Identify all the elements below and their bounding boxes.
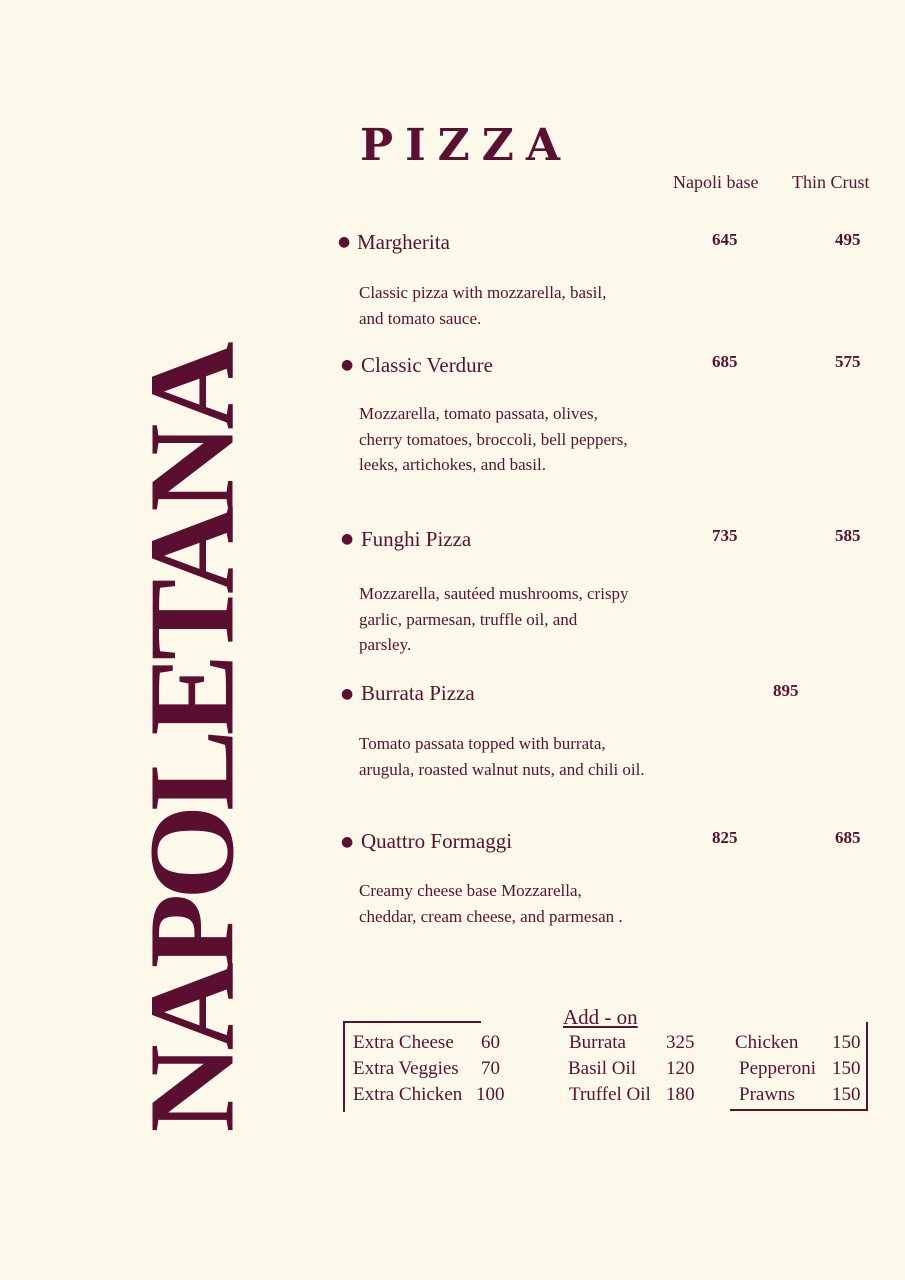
addon-name: Extra Veggies	[353, 1058, 459, 1079]
desc-line: and tomato sauce.	[359, 308, 482, 328]
addon-name: Pepperoni	[739, 1058, 817, 1079]
item-description	[359, 401, 719, 478]
addon-title: Add - on	[563, 1005, 638, 1029]
item-price: 895	[773, 681, 799, 700]
frame-left	[343, 1021, 345, 1112]
item-price-thin: 575	[835, 352, 861, 371]
bullet-icon: ●	[341, 686, 354, 702]
item-price-napoli: 825	[712, 828, 738, 847]
item-description	[359, 731, 739, 782]
addon-name: Chicken	[735, 1032, 799, 1053]
brand-name: NAPOLETANA	[124, 347, 260, 1133]
column-header-thin-crust: Thin Crust	[792, 172, 870, 192]
item-name: Margherita	[357, 230, 450, 254]
addon-name: Basil Oil	[568, 1058, 637, 1079]
addon-name: Prawns	[739, 1084, 795, 1105]
desc-line: Classic pizza with mozzarella, basil,	[359, 283, 607, 302]
addon-price: 150	[832, 1058, 861, 1079]
addon-name: Extra Cheese	[353, 1032, 454, 1053]
item-price-thin: 495	[835, 230, 861, 249]
item-description	[359, 581, 719, 658]
item-description	[359, 878, 719, 929]
desc-line: Mozzarella, sautéed mushrooms, crispy	[359, 584, 629, 603]
addon-price: 150	[832, 1032, 861, 1053]
desc-line: cheddar, cream cheese, and parmesan .	[359, 906, 623, 926]
page-title: PIZZA	[360, 120, 573, 171]
item-description	[359, 280, 719, 331]
desc-line: cherry tomatoes, broccoli, bell peppers,	[359, 429, 628, 449]
column-header-napoli-base: Napoli base	[673, 172, 759, 192]
addon-price: 120	[666, 1058, 695, 1079]
frame-top-left	[343, 1021, 481, 1023]
addon-price: 60	[481, 1032, 500, 1053]
bullet-icon: ●	[341, 834, 354, 850]
desc-line: parsley.	[359, 635, 412, 654]
item-name: Funghi Pizza	[361, 527, 472, 551]
item-price-napoli: 645	[712, 230, 738, 249]
item-name: Quattro Formaggi	[361, 829, 513, 853]
desc-line: Mozzarella, tomato passata, olives,	[359, 404, 598, 423]
frame-bottom-right	[730, 1109, 868, 1111]
addon-price: 100	[476, 1084, 505, 1105]
desc-line: Creamy cheese base Mozzarella,	[359, 881, 582, 900]
desc-line: Tomato passata topped with burrata,	[359, 734, 606, 753]
bullet-icon: ●	[341, 357, 354, 373]
bullet-icon: ●	[341, 531, 354, 547]
addon-price: 150	[832, 1084, 861, 1105]
item-name: Classic Verdure	[361, 353, 493, 377]
frame-right	[866, 1022, 868, 1111]
item-price-napoli: 685	[712, 352, 738, 371]
item-price-thin: 685	[835, 828, 861, 847]
desc-line: arugula, roasted walnut nuts, and chili oil.	[359, 759, 645, 779]
addon-price: 325	[666, 1032, 695, 1053]
desc-line: garlic, parmesan, truffle oil, and	[359, 609, 578, 629]
addon-name: Extra Chicken	[353, 1084, 463, 1105]
brand-logo	[124, 340, 260, 1140]
addon-price: 180	[666, 1084, 695, 1105]
item-name: Burrata Pizza	[361, 681, 475, 705]
addon-name: Truffel Oil	[569, 1084, 651, 1105]
bullet-icon: ●	[338, 234, 351, 250]
addon-name: Burrata	[569, 1032, 626, 1053]
item-price-thin: 585	[835, 526, 861, 545]
addon-price: 70	[481, 1058, 500, 1079]
item-price-napoli: 735	[712, 526, 738, 545]
desc-line: leeks, artichokes, and basil.	[359, 455, 546, 474]
